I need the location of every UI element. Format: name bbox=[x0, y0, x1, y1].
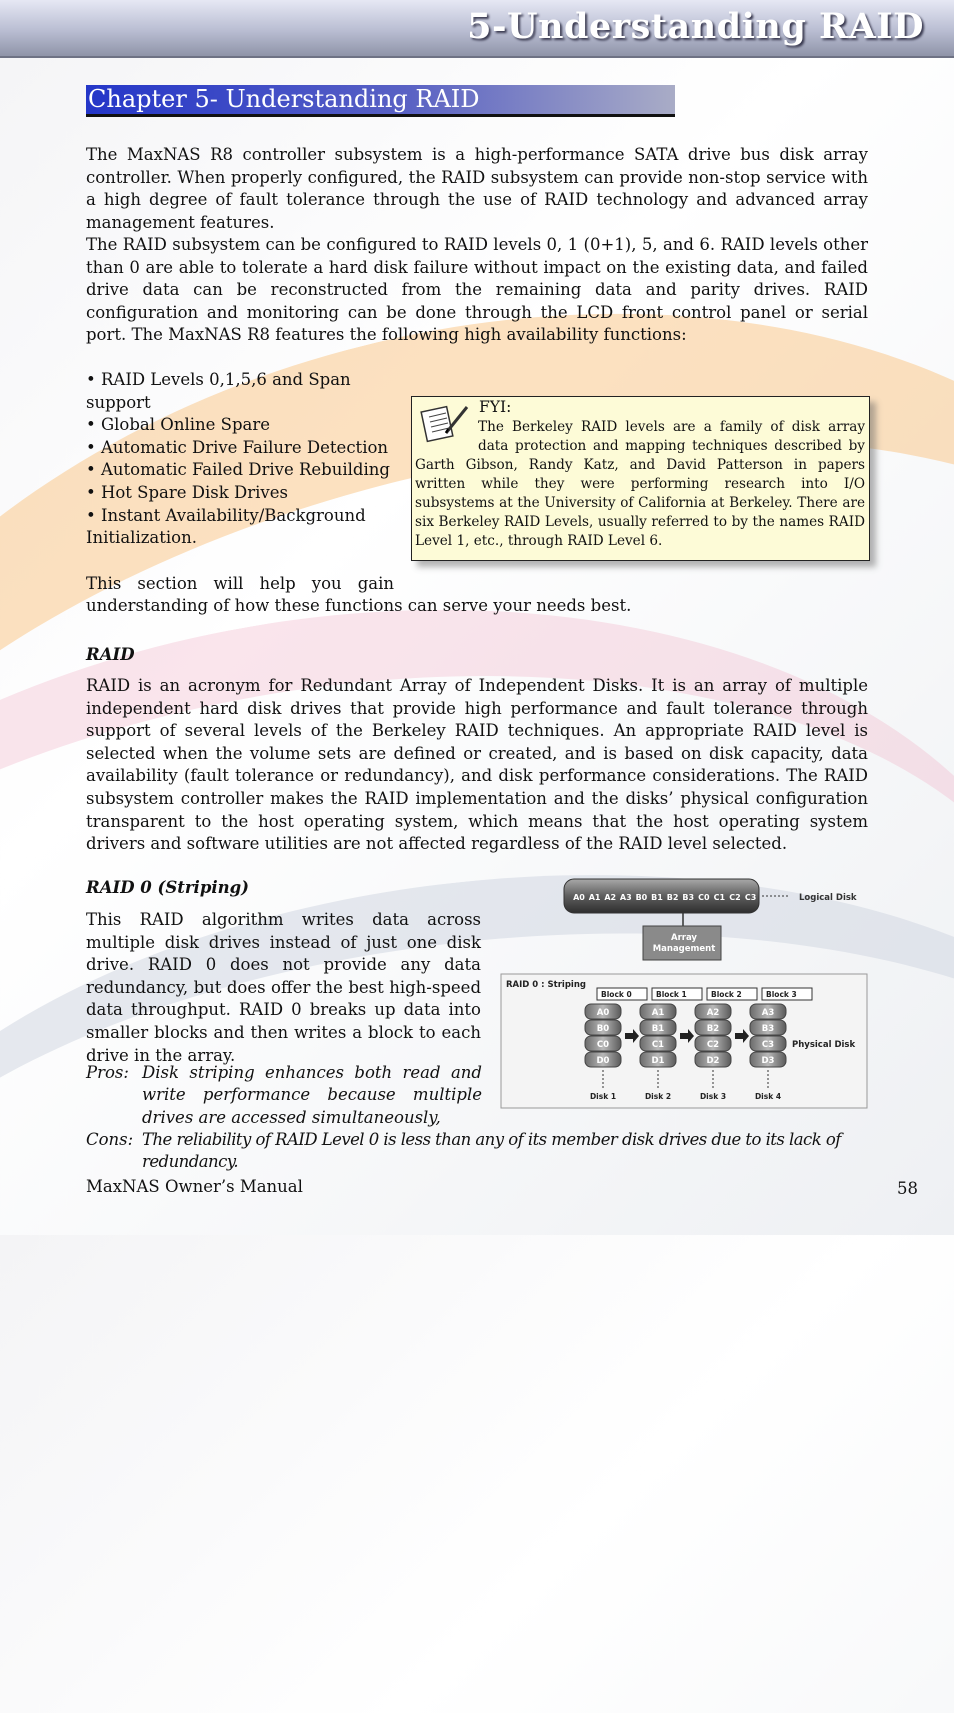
cons-block bbox=[86, 1129, 886, 1172]
pros-text: Disk striping enhances both read and write performance because multiple drives are accessed simultaneously, bbox=[142, 1063, 482, 1127]
disk-name-label: Disk 2 bbox=[644, 1092, 672, 1101]
disk-block-label: C1 bbox=[651, 1040, 665, 1050]
disk-block-label: B1 bbox=[651, 1024, 665, 1034]
list-item: support bbox=[86, 392, 151, 412]
disk-block-label: A0 bbox=[596, 1008, 610, 1018]
raid0-striping-diagram bbox=[500, 876, 868, 1110]
raid0-paragraph: This RAID algorithm writes data across multiple disk drives instead of just one disk drive. RAID 0 does not provide any data redundancy, but does offer the best high-speed data throughput. RAID 0 breaks up data into smaller blocks and then writes a block to each drive in the array. bbox=[86, 910, 481, 1065]
page-header bbox=[0, 0, 954, 58]
chapter-title-bar bbox=[86, 85, 675, 117]
logical-block-label: C3 bbox=[744, 893, 757, 902]
logical-block-label: B2 bbox=[666, 893, 679, 902]
disk-block-label: B3 bbox=[761, 1024, 775, 1034]
list-item: • RAID Levels 0,1,5,6 and Span bbox=[86, 370, 351, 389]
disk-block-label: C2 bbox=[706, 1040, 720, 1050]
fyi-label: FYI: bbox=[479, 398, 512, 416]
list-item: • Automatic Failed Drive Rebuilding bbox=[86, 460, 390, 480]
disk-block-label: D3 bbox=[761, 1056, 775, 1066]
chapter-title: Chapter 5- Understanding RAID bbox=[88, 85, 480, 113]
raid-heading: RAID bbox=[86, 645, 135, 664]
logical-block-label: A3 bbox=[619, 893, 632, 902]
section-intro-line-2: understanding of how these functions can serve your needs best. bbox=[86, 596, 632, 615]
striping-label: RAID 0 : Striping bbox=[506, 980, 586, 990]
cons-text: The reliability of RAID Level 0 is less than any of its member disk drives due to its lack of redundancy. bbox=[142, 1130, 841, 1172]
footer-manual-title: MaxNAS Owner’s Manual bbox=[86, 1177, 303, 1196]
physical-disk-label: Physical Disk bbox=[792, 1040, 856, 1050]
section-intro-line-1: This section will help you gain bbox=[86, 574, 394, 593]
list-item: • Hot Spare Disk Drives bbox=[86, 482, 288, 502]
logical-block-label: C0 bbox=[698, 893, 710, 902]
block-label: Block 2 bbox=[711, 990, 742, 999]
array-management-label: Array bbox=[671, 933, 697, 943]
disk-block-label: A2 bbox=[706, 1008, 720, 1018]
disk-block-label: A3 bbox=[761, 1008, 775, 1018]
logical-disk-label: Logical Disk bbox=[799, 893, 857, 903]
disk-block-label: A1 bbox=[651, 1008, 665, 1018]
list-item: Initialization. bbox=[86, 528, 197, 548]
pros-label: Pros: bbox=[86, 1063, 129, 1082]
block-label: Block 3 bbox=[766, 990, 797, 999]
array-management-box bbox=[643, 926, 721, 960]
disk-block-label: D1 bbox=[651, 1056, 665, 1066]
disk-block-label: C0 bbox=[596, 1040, 610, 1050]
disk-name-label: Disk 4 bbox=[754, 1092, 782, 1101]
array-management-label: Management bbox=[652, 944, 716, 954]
logical-block-label: C2 bbox=[729, 893, 741, 902]
raid-paragraph: RAID is an acronym for Redundant Array of Independent Disks. It is an array of multiple independent hard disk drives that provide high performance and fault tolerance through support of several levels of the Berkeley RAID techniques. An appropriate RAID level is selected when the volume sets are defined or created, and is based on disk capacity, data availability (fault tolerance or redundancy), and disk performance considerations. The RAID subsystem controller makes the RAID implementation and the disks’ physical configuration transparent to the host operating system, which means that the host operating system drivers and software utilities are not affected regardless of the RAID level selected. bbox=[86, 676, 868, 854]
feature-list bbox=[86, 369, 406, 550]
disk-block-label: B2 bbox=[706, 1024, 720, 1034]
cons-label: Cons: bbox=[86, 1130, 134, 1149]
logical-block-label: B1 bbox=[651, 893, 663, 902]
logical-block-label: A0 bbox=[573, 893, 585, 902]
list-item: • Instant Availability/Background bbox=[86, 505, 366, 525]
disk-block-label: C3 bbox=[761, 1040, 775, 1050]
list-item: • Automatic Drive Failure Detection bbox=[86, 437, 389, 457]
raid0-heading: RAID 0 (Striping) bbox=[86, 878, 249, 897]
disk-name-label: Disk 1 bbox=[589, 1092, 617, 1101]
block-label: Block 1 bbox=[656, 990, 687, 999]
intro-paragraph-2: The RAID subsystem can be configured to RAID levels 0, 1 (0+1), 5, and 6. RAID levels other than 0 are able to tolerate a hard disk failure without impact on the existing data, and failed drive data can be reconstructed from the remaining data and parity drives. RAID configuration and monitoring can be done through the LCD front control panel or serial port. The MaxNAS R8 features the following high availability functions: bbox=[86, 235, 868, 345]
intro-paragraph-1: The MaxNAS R8 controller subsystem is a high-performance SATA drive bus disk array controller. When properly configured, the RAID subsystem can provide non-stop service with a high degree of fault tolerance through the use of RAID technology and advanced array management features. bbox=[86, 145, 868, 232]
logical-block-label: A2 bbox=[604, 893, 617, 902]
disk-name-label: Disk 3 bbox=[699, 1092, 727, 1101]
disk-block-label: B0 bbox=[596, 1024, 610, 1034]
fyi-callout bbox=[411, 396, 870, 561]
logical-block-label: B0 bbox=[635, 893, 648, 902]
page-number: 58 bbox=[897, 1179, 918, 1198]
logical-block-label: A1 bbox=[588, 893, 601, 902]
disk-block-label: D0 bbox=[596, 1056, 610, 1066]
pros-block bbox=[86, 1062, 482, 1128]
fyi-body: The Berkeley RAID levels are a family of disk array data protection and mapping techniques described by Garth Gibson, Randy Katz, and David Patterson in papers written while they were performing research into I/O subsystems at the University of California at Berkeley. There are six Berkeley RAID Levels, usually referred to by the names RAID Level 1, etc., through RAID Level 6. bbox=[415, 419, 865, 549]
logical-block-label: B3 bbox=[682, 893, 695, 902]
list-item: • Global Online Spare bbox=[86, 415, 270, 435]
logical-block-label: C1 bbox=[713, 893, 726, 902]
block-label: Block 0 bbox=[601, 990, 632, 999]
header-title: 5-Understanding RAID bbox=[467, 6, 924, 47]
disk-block-label: D2 bbox=[706, 1056, 720, 1066]
